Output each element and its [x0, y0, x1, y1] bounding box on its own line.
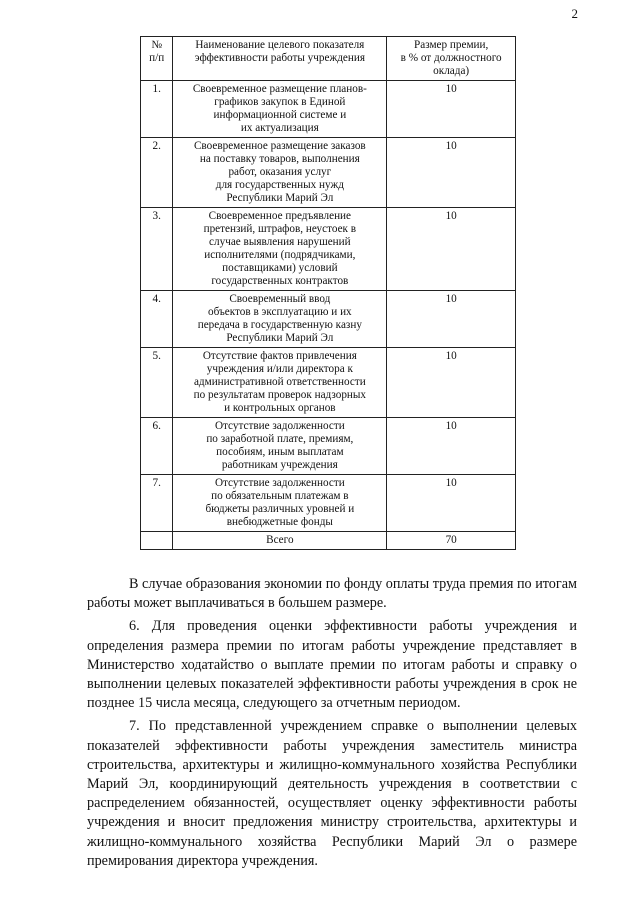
table-header-row [141, 37, 516, 81]
header-indicator-name: Наименование целевого показателя эффективности работы учреждения [173, 37, 387, 81]
row-indicator-name: Отсутствие задолженности по заработной плате, премиям, пособиям, иным выплатам работникам учреждения [173, 418, 387, 475]
row-number: 2. [141, 138, 173, 208]
table-row [141, 138, 516, 208]
table-row [141, 475, 516, 532]
row-indicator-name: Своевременное предъявление претензий, штрафов, неустоек в случае выявления нарушений исполнителями (подрядчиками, поставщиками) условий государственных контрактов [173, 208, 387, 291]
row-number: 4. [141, 291, 173, 348]
page-number: 2 [571, 6, 578, 21]
row-indicator-name: Отсутствие фактов привлечения учреждения и/или директора к административной ответственности по результатам проверок надзорных и контрольных органов [173, 348, 387, 418]
row-indicator-name: Своевременный ввод объектов в эксплуатацию и их передача в государственную казну Республики Марий Эл [173, 291, 387, 348]
total-label: Всего [173, 532, 387, 550]
table-row [141, 348, 516, 418]
table-total-row [141, 532, 516, 550]
row-bonus-size: 10 [387, 348, 516, 418]
row-indicator-name: Отсутствие задолженности по обязательным платежам в бюджеты различных уровней и внебюджетные фонды [173, 475, 387, 532]
row-bonus-size: 10 [387, 138, 516, 208]
paragraph-6: 6. Для проведения оценки эффективности работы учреждения и определения размера премии по итогам работы учреждение представляет в Министерство ходатайство о выплате премии по итогам работы и справку о выполнении целевых показателей эффективности работы учреждения в срок не позднее 15 числа месяца, следующего за отчетным периодом. [87, 618, 577, 712]
row-bonus-size: 10 [387, 418, 516, 475]
row-number: 1. [141, 81, 173, 138]
indicators-table [140, 36, 516, 550]
total-value: 70 [387, 532, 516, 550]
row-number: 7. [141, 475, 173, 532]
paragraph-economy: В случае образования экономии по фонду оплаты труда премия по итогам работы может выплачиваться в большем размере. [87, 576, 577, 612]
header-number: № п/п [141, 37, 173, 81]
table-row [141, 418, 516, 475]
row-indicator-name: Своевременное размещение заказов на поставку товаров, выполнения работ, оказания услуг для государственных нужд Республики Марий Эл [173, 138, 387, 208]
row-indicator-name: Своевременное размещение планов- графиков закупок в Единой информационной системе и их актуализация [173, 81, 387, 138]
total-empty-cell [141, 532, 173, 550]
body-text [87, 575, 577, 871]
row-bonus-size: 10 [387, 208, 516, 291]
row-bonus-size: 10 [387, 81, 516, 138]
header-bonus-size: Размер премии, в % от должностного оклада) [387, 37, 516, 81]
table-row [141, 208, 516, 291]
row-bonus-size: 10 [387, 475, 516, 532]
row-number: 5. [141, 348, 173, 418]
row-bonus-size: 10 [387, 291, 516, 348]
table-row [141, 81, 516, 138]
row-number: 3. [141, 208, 173, 291]
paragraph-7: 7. По представленной учреждением справке о выполнении целевых показателей эффективности работы учреждения заместитель министра строительства, архитектуры и жилищно-коммунального хозяйства Республики Марий Эл, координирующий деятельность учреждения в соответствии с распределением обязанностей, осуществляет оценку эффективности работы учреждения и вносит предложения министру строительства, архитектуры и жилищно-коммунального хозяйства Республики Марий Эл о размере премирования директора учреждения. [87, 718, 577, 869]
row-number: 6. [141, 418, 173, 475]
table-row [141, 291, 516, 348]
